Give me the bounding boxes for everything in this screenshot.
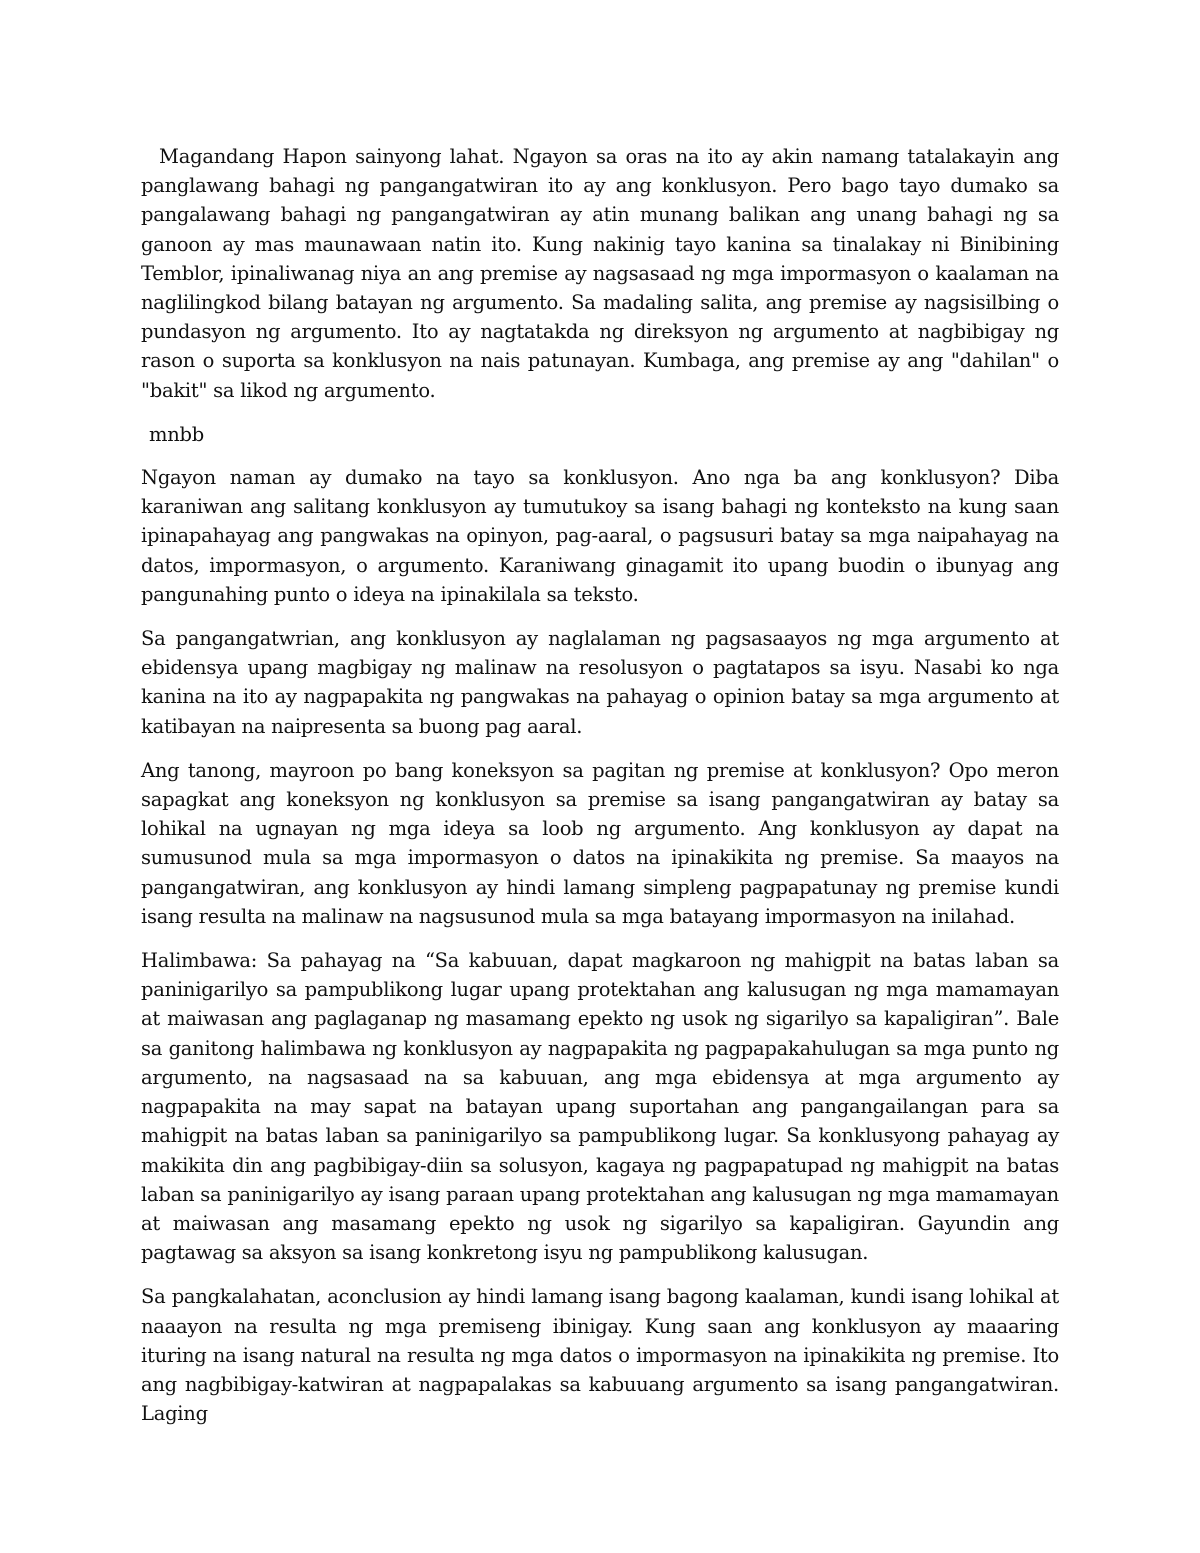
- paragraph-pangangatwiran: Sa pangangatwrian, ang konklusyon ay naglalaman ng pagsasaayos ng mga argumento at ebidensya upang magbigay ng malinaw na resolusyon o pagtatapos sa isyu. Nasabi ko nga kanina na ito ay nagpapakita ng pangwakas na pahayag o opinion batay sa mga argumento at katibayan na naipresenta sa buong pag aaral.: [141, 627, 1059, 738]
- paragraph-koneksyon: Ang tanong, mayroon po bang koneksyon sa pagitan ng premise at konklusyon? Opo meron sapagkat ang koneksyon ng konklusyon sa premise sa isang pangangatwiran ay batay sa lohikal na ugnayan ng mga ideya sa loob ng argumento. Ang konklusyon ay dapat na sumusunod mula sa mga impormasyon o datos na ipinakikita ng premise. Sa maayos na pangangatwiran, ang konklusyon ay hindi lamang simpleng pagpapatunay ng premise kundi isang resulta na malinaw na nagsusunod mula sa mga batayang impormasyon na inilahad.: [141, 758, 1059, 928]
- paragraph-pangkalahatan: Sa pangkalahatan, aconclusion ay hindi lamang isang bagong kaalaman, kundi isang lohikal at naaayon na resulta ng mga premiseng ibinigay. Kung saan ang konklusyon ay maaaring ituring na isang natural na resulta ng mga datos o impormasyon na ipinakikita ng premise. Ito ang nagbibigay-katwiran at nagpapalakas sa kabuuang argumento sa isang pangangatwiran. Laging: [141, 1285, 1059, 1426]
- paragraph-intro: Magandang Hapon sainyong lahat. Ngayon sa oras na ito ay akin namang tatalakayin ang panglawang bahagi ng pangangatwiran ito ay ang konklusyon. Pero bago tayo dumako sa pangalawang bahagi ng pangangatwiran ay atin munang balikan ang unang bahagi ng sa ganoon ay mas maunawaan natin ito. Kung nakinig tayo kanina sa tinalakay ni Binibining Temblor, ipinaliwanag niya an ang premise ay nagsasaad ng mga impormasyon o kaalaman na naglilingkod bilang batayan ng argumento. Sa madaling salita, ang premise ay nagsisilbing o pundasyon ng argumento. Ito ay nagtatakda ng direksyon ng argumento at nagbibigay ng rason o suporta sa konklusyon na nais patunayan. Kumbaga, ang premise ay ang "dahilan" o "bakit" sa likod ng argumento.: [141, 145, 1059, 402]
- paragraph-stray-text: mnbb: [149, 422, 205, 446]
- paragraph-konklusyon-definition: Ngayon naman ay dumako na tayo sa konklusyon. Ano nga ba ang konklusyon? Diba karaniwan ang salitang konklusyon ay tumutukoy sa isang bahagi ng konteksto na kung saan ipinapahayag ang pangwakas na opinyon, pag-aaral, o pagsusuri batay sa mga naipahayag na datos, impormasyon, o argumento. Karaniwang ginagamit ito upang buodin o ibunyag ang pangunahing punto o ideya na ipinakilala sa teksto.: [141, 466, 1059, 606]
- document-body: [141, 142, 1059, 1443]
- paragraph-halimbawa: Halimbawa: Sa pahayag na “Sa kabuuan, dapat magkaroon ng mahigpit na batas laban sa paninigarilyo sa pampublikong lugar upang protektahan ang kalusugan ng mga mamamayan at maiwasan ang paglaganap ng masamang epekto ng usok ng sigarilyo sa kapaligiran”. Bale sa ganitong halimbawa ng konklusyon ay nagpapakita ng pagpapakahulugan sa mga punto ng argumento, na nagsasaad na sa kabuuan, ang mga ebidensya at mga argumento ay nagpapakita na may sapat na batayan upang suportahan ang pangangailangan para sa mahigpit na batas laban sa paninigarilyo sa pampublikong lugar. Sa konklusyong pahayag ay makikita din ang pagbibigay-diin sa solusyon, kagaya ng pagpapatupad ng mahigpit na batas laban sa paninigarilyo ay isang paraan upang protektahan ang kalusugan ng mga mamamayan at maiwasan ang masamang epekto ng usok ng sigarilyo sa kapaligiran. Gayundin ang pagtawag sa aksyon sa isang konkretong isyu ng pampublikong kalusugan.: [141, 949, 1059, 1265]
